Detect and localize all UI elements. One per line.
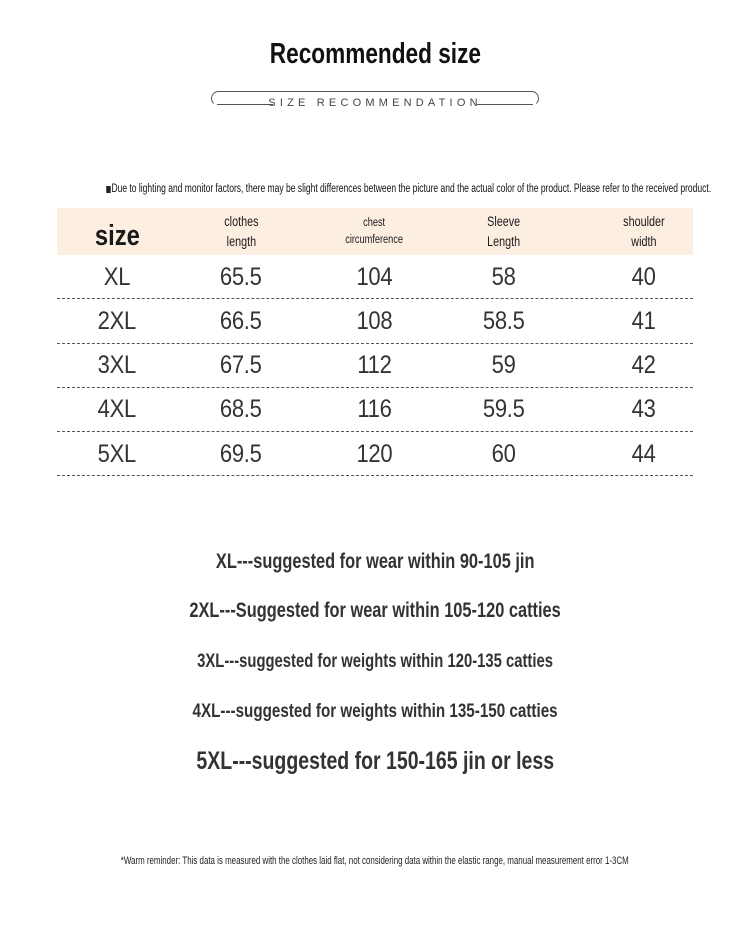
recommendation-xl (0, 550, 750, 574)
header-line2: length (226, 233, 256, 249)
notice-bullet-icon (106, 186, 110, 193)
cell-chest (314, 299, 434, 343)
cell-value: 2XL (97, 306, 137, 335)
notice-line (106, 183, 711, 195)
cell-size (57, 255, 177, 299)
recommendation-5xl (0, 747, 750, 776)
cell-sleeve (444, 299, 564, 343)
header-line2: width (631, 233, 657, 249)
recommendation-text: 5XL---suggested for 150-165 jin or less (196, 747, 554, 775)
header-size (57, 208, 177, 255)
cell-value: 112 (356, 351, 392, 380)
notice-text: Due to lighting and monitor factors, there may be slight differences between the picture and the actual color of the product. Please refer to the received product. (111, 183, 712, 195)
recommendation-text: 2XL---Suggested for wear within 105-120 catties (189, 599, 561, 622)
header-shoulder-label (623, 212, 664, 251)
title-text: Recommended size (269, 38, 481, 70)
cell-value: 65.5 (220, 262, 262, 291)
cell-value: 5XL (97, 439, 137, 468)
cell-sleeve (444, 255, 564, 299)
header-chest-circumference (314, 208, 434, 255)
cell-value: 40 (632, 262, 656, 291)
cell-sleeve (444, 432, 564, 476)
header-sleeve-length (444, 208, 564, 255)
cell-value: 41 (632, 306, 656, 335)
cell-value: 44 (632, 439, 656, 468)
subtitle-banner (211, 90, 539, 110)
table-row (57, 388, 693, 432)
recommendation-2xl (0, 599, 750, 623)
cell-clothes-length (181, 299, 301, 343)
cell-value: 60 (492, 439, 516, 468)
header-line1: clothes (223, 213, 259, 229)
cell-value: 58.5 (483, 306, 525, 335)
cell-value: 58 (492, 262, 516, 291)
cell-value: 116 (356, 395, 392, 424)
cell-value: 120 (356, 439, 392, 468)
cell-value: 104 (356, 262, 392, 291)
size-table (57, 208, 693, 476)
cell-value: 66.5 (220, 306, 262, 335)
table-header (57, 208, 693, 255)
cell-value: 108 (356, 306, 392, 335)
cell-chest (314, 432, 434, 476)
cell-shoulder (584, 344, 704, 388)
subtitle-text: SIZE RECOMMENDATION (268, 97, 482, 109)
header-line1: shoulder (623, 213, 665, 229)
table-row (57, 344, 693, 388)
cell-size (57, 344, 177, 388)
cell-clothes-length (181, 255, 301, 299)
recommendation-3xl (0, 651, 750, 673)
warm-reminder (0, 851, 750, 869)
cell-value: 59 (492, 351, 516, 380)
color-notice (0, 179, 750, 197)
cell-size (57, 299, 177, 343)
cell-value: 3XL (97, 351, 137, 380)
table-row (57, 299, 693, 343)
cell-sleeve (444, 344, 564, 388)
cell-value: 42 (632, 351, 656, 380)
header-shoulder-width (584, 208, 704, 255)
cell-shoulder (584, 299, 704, 343)
cell-size (57, 432, 177, 476)
header-line2: Length (487, 233, 521, 249)
cell-shoulder (584, 255, 704, 299)
recommendation-text: XL---suggested for wear within 90-105 jin (215, 550, 535, 573)
header-clothes-length-label (224, 212, 258, 251)
header-line1: chest (363, 217, 385, 230)
cell-chest (314, 255, 434, 299)
cell-size (57, 388, 177, 432)
cell-sleeve (444, 388, 564, 432)
cell-shoulder (584, 432, 704, 476)
cell-value: 68.5 (220, 395, 262, 424)
table-row (57, 432, 693, 476)
recommendation-text: 4XL---suggested for weights within 135-150 catties (192, 700, 558, 722)
header-sleeve-label (487, 212, 520, 251)
cell-clothes-length (181, 344, 301, 388)
table-row (57, 255, 693, 299)
header-chest-label (345, 215, 403, 247)
cell-value: XL (103, 262, 131, 291)
cell-value: 67.5 (220, 351, 262, 380)
cell-clothes-length (181, 388, 301, 432)
recommendation-4xl (0, 700, 750, 723)
cell-value: 43 (632, 395, 656, 424)
cell-chest (314, 388, 434, 432)
header-line2: circumference (345, 233, 403, 246)
recommendation-text: 3XL---suggested for weights within 120-135 catties (197, 651, 553, 672)
header-line1: Sleeve (487, 213, 521, 229)
header-clothes-length (181, 208, 301, 255)
cell-clothes-length (181, 432, 301, 476)
cell-chest (314, 344, 434, 388)
cell-value: 59.5 (483, 395, 525, 424)
cell-value: 69.5 (220, 439, 262, 468)
page-title (0, 38, 750, 71)
cell-shoulder (584, 388, 704, 432)
header-size-label: size (94, 220, 140, 253)
reminder-text: *Warm reminder: This data is measured with the clothes laid flat, not considering data within the elastic range, manual measurement error 1-3CM (120, 855, 629, 867)
cell-value: 4XL (97, 395, 137, 424)
